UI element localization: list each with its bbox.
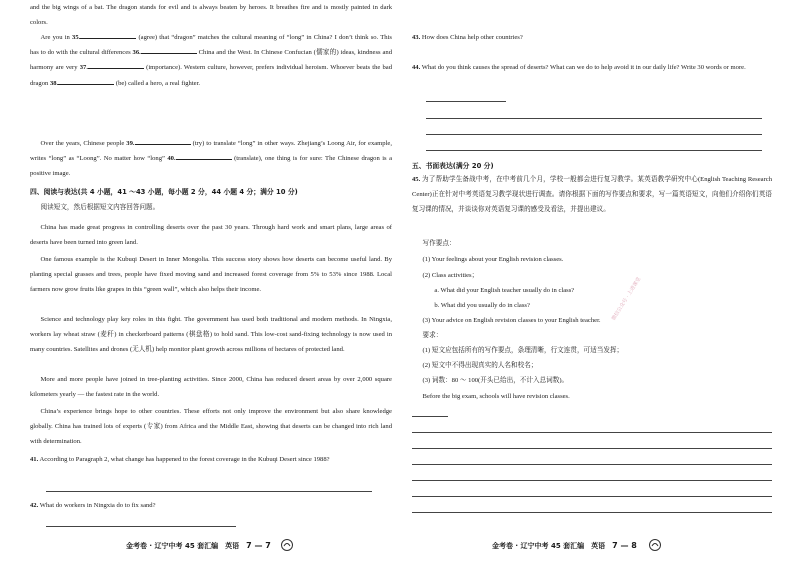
page-number: 7 — 8 bbox=[612, 541, 637, 550]
footer-title: 金考卷 · 辽宁中考 45 套汇编 英语 bbox=[492, 542, 613, 550]
writing-point-1: (1) Your feelings about your English revision classes. bbox=[422, 256, 564, 263]
question-41 bbox=[30, 452, 392, 467]
requirement-1: (1) 短文应包括所有的写作要点，条理清晰，行文连贯，可适当发挥； bbox=[422, 347, 624, 354]
passage-paragraph-1: and the big wings of a bat. The dragon stands for evil and is always beaten by heroes. It breathes fire and is mostly painted in dark colors. bbox=[30, 4, 392, 27]
question-42-text: What do workers in Ningxia do to fix sand? bbox=[39, 502, 156, 509]
answer-blank-39[interactable] bbox=[135, 136, 191, 145]
question-38-number: 38. bbox=[49, 79, 59, 87]
writing-point-2: (2) Class activities； bbox=[422, 272, 479, 279]
text: (translate), one thing is for sure: The Chinese dragon is a positive image. bbox=[30, 155, 392, 178]
text: (be) called a hero, a real fighter. bbox=[114, 79, 201, 87]
answer-line-44[interactable] bbox=[426, 134, 762, 135]
reading-instruction: 阅读短文，然后根据短文内容回答问题。 bbox=[40, 204, 160, 211]
question-42 bbox=[30, 498, 392, 513]
question-40-number: 40. bbox=[167, 155, 176, 163]
passage-paragraph-3 bbox=[30, 136, 392, 182]
essay-line[interactable] bbox=[412, 512, 772, 513]
essay-line[interactable] bbox=[412, 464, 772, 465]
text: (importance). Western culture, however, prefers individual heroism. Whoever beats the bad dragon bbox=[30, 64, 392, 87]
question-45-prompt: 为了帮助学生备战中考，在中考前几个月，学校一般都会进行复习教学。某英语教学研究中心(English Teaching Research Center)正在针对中考英语复习教学现状进行调查。请你根据下面的写作要点和要求，写一篇英语短文，向他们介绍你们英语复习课的情况，并谈谈你对英语复习课的感受及看法，并提出建议。 bbox=[412, 176, 772, 214]
answer-line-44-start[interactable] bbox=[426, 101, 506, 102]
question-45 bbox=[412, 172, 772, 218]
question-45-number: 45. bbox=[412, 176, 421, 183]
watermark-stamp: 微信公众号 · 上进课堂 bbox=[610, 276, 643, 322]
question-43 bbox=[412, 30, 772, 45]
publisher-logo-icon bbox=[648, 538, 662, 552]
article-paragraph-3: Science and technology play key roles in this fight. The government has used both traditional and modern methods. In Ningxia, workers lay wheat straw (麦秆) in checkerboard patterns (棋盘格) to hold sand. This low-cost sand-fixing technology is now used in many countries. Satellites and drones (无人机) help monitor plant growth across millions of hectares of protected land. bbox=[30, 316, 392, 354]
writing-points-title: 写作要点： bbox=[422, 240, 456, 247]
article-paragraph-1: China has made great progress in controlling deserts over the past 30 years. Through hard work and smart plans, large areas of deserts have been turned into green land. bbox=[30, 224, 392, 247]
answer-line-44[interactable] bbox=[426, 150, 762, 151]
text: (agree) that “dragon” matches the cultural meaning of “long” in China? I don’t think so. This has to do with the cultural differences bbox=[30, 34, 392, 57]
question-44 bbox=[412, 60, 772, 75]
writing-point-2a: a. What did your English teacher usually do in class? bbox=[434, 287, 575, 294]
requirement-3: (3) 词数：80 ～ 100(开头已给出，不计入总词数)。 bbox=[422, 377, 569, 384]
text: Are you in bbox=[40, 34, 73, 41]
text: China and the West. In Chinese Confucian (儒家的) ideas, kindness and harmony are very bbox=[30, 49, 392, 72]
right-footer bbox=[492, 541, 637, 551]
right-page bbox=[412, 0, 772, 566]
answer-blank-38[interactable] bbox=[58, 76, 114, 85]
question-41-text: According to Paragraph 2, what change has happened to the forest coverage in the Kubuqi Desert since 1988? bbox=[39, 456, 330, 463]
page-number: 7 — 7 bbox=[246, 541, 271, 550]
essay-opening-sentence: Before the big exam, schools will have revision classes. bbox=[422, 393, 570, 400]
footer-title: 金考卷 · 辽宁中考 45 套汇编 英语 bbox=[126, 542, 247, 550]
passage-paragraph-2 bbox=[30, 30, 392, 91]
writing-point-3: (3) Your advice on English revision classes to your English teacher. bbox=[422, 317, 601, 324]
essay-line[interactable] bbox=[412, 480, 772, 481]
left-page bbox=[30, 0, 392, 566]
question-35-number: 35. bbox=[72, 34, 81, 41]
question-39-number: 39. bbox=[126, 140, 135, 147]
article-paragraph-4: More and more people have joined in tree-planting activities. Since 2000, China has reduced desert areas by over 2,000 square kilometers yearly — the fastest rate in the world. bbox=[30, 376, 392, 399]
requirement-2: (2) 短文中不得出现真实的人名和校名； bbox=[422, 362, 538, 369]
text: Over the years, Chinese people bbox=[40, 140, 127, 147]
article-paragraph-5: China’s experience brings hope to other countries. These efforts not only improve the environment but also share knowledge globally. China has trained lots of experts (专家) from Africa and the Middle East, showing that deserts can be changed into rich land with determination. bbox=[30, 408, 392, 446]
writing-point-2b: b. What did you usually do in class? bbox=[434, 302, 530, 309]
answer-line-44[interactable] bbox=[426, 118, 762, 119]
publisher-logo-icon bbox=[280, 538, 294, 552]
section-4-heading: 四、阅读与表达(共 4 小题，41 ～43 小题，每小题 2 分，44 小题 4 分；满分 10 分) bbox=[30, 188, 298, 196]
answer-blank-40[interactable] bbox=[176, 151, 232, 160]
essay-line-start[interactable] bbox=[412, 416, 448, 417]
question-41-number: 41. bbox=[30, 456, 39, 463]
text: (try) to translate “long” in other ways. Zhejiang’s Loong Air, for example, writes “long” as “Loong”. No matter how “long” bbox=[30, 140, 393, 163]
article-paragraph-2: One famous example is the Kubuqi Desert in Inner Mongolia. This success story shows how deserts can become useful land. By planting special grasses and trees, people have fixed moving sand and increased forest coverage from 5% to 53% since 1988. Local farmers now grow fruits like grapes in this “green wall”, which also helps their income. bbox=[30, 256, 392, 294]
question-43-number: 43. bbox=[412, 34, 421, 41]
essay-line[interactable] bbox=[412, 496, 772, 497]
essay-line[interactable] bbox=[412, 432, 772, 433]
requirements-title: 要求： bbox=[422, 332, 443, 339]
question-44-number: 44. bbox=[412, 64, 421, 71]
answer-blank-35[interactable] bbox=[80, 30, 136, 39]
question-37-number: 37. bbox=[79, 64, 88, 72]
question-42-number: 42. bbox=[30, 502, 39, 509]
question-44-text: What do you think causes the spread of deserts? What can we do to help avoid it in our daily life? Write 30 words or more. bbox=[421, 64, 746, 71]
question-43-text: How does China help other countries? bbox=[421, 34, 523, 41]
left-footer bbox=[126, 541, 271, 551]
answer-blank-37[interactable] bbox=[88, 60, 144, 69]
section-5-heading: 五、书面表达(满分 20 分) bbox=[412, 162, 494, 170]
essay-line[interactable] bbox=[412, 448, 772, 449]
answer-line-42[interactable] bbox=[46, 526, 236, 527]
answer-blank-36[interactable] bbox=[141, 45, 197, 54]
answer-line-41[interactable] bbox=[46, 491, 372, 492]
question-36-number: 36. bbox=[132, 49, 141, 57]
